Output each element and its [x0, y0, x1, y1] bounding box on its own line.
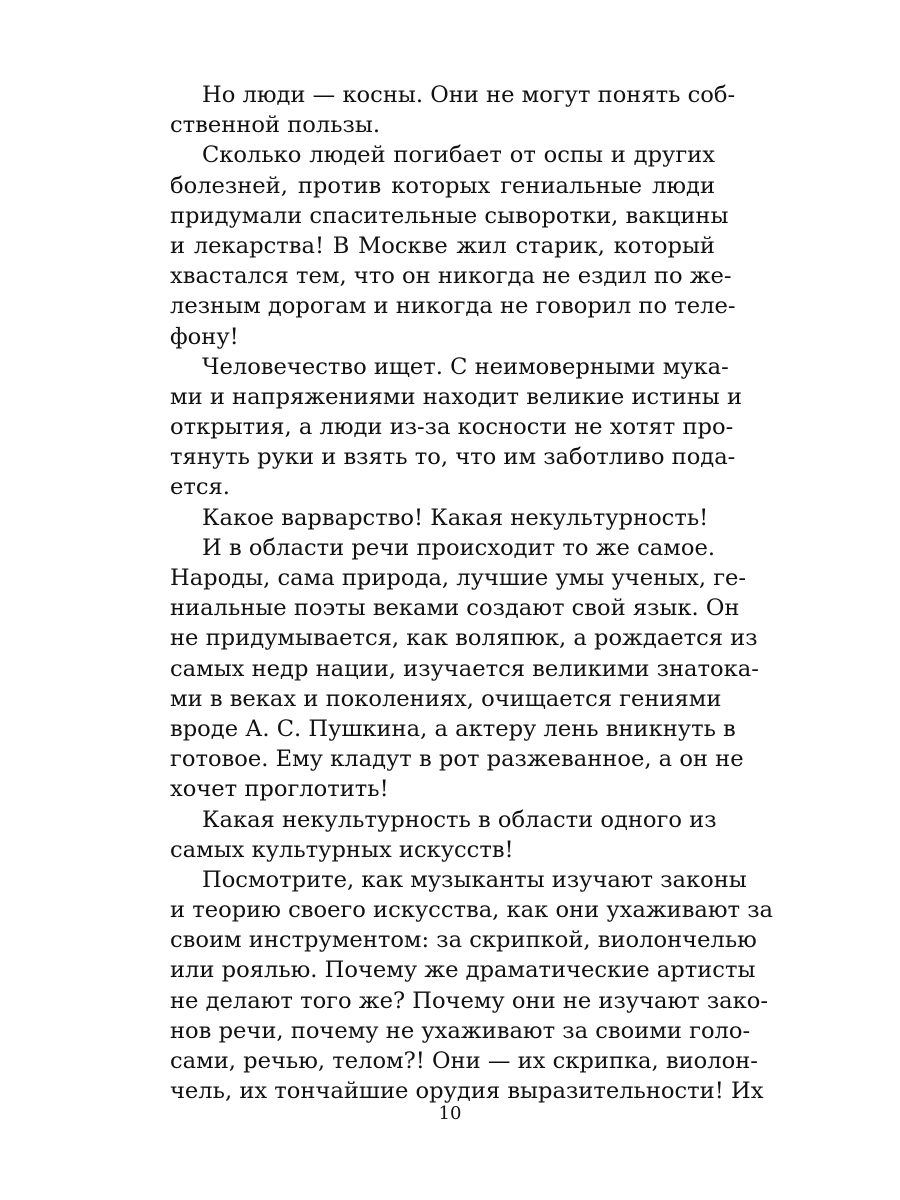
text-line: Сколько людей погибает от оспы и других	[202, 142, 715, 169]
text-line: самых культурных искусств!	[170, 836, 514, 863]
paragraph	[170, 352, 743, 503]
text-line: Посмотрите, как музыканты изучают законы	[202, 866, 747, 893]
text-line: не делают того же? Почему они не изучают зако-	[170, 987, 769, 1014]
text-line: сами, речью, телом?! Они — их скрипка, виолон-	[170, 1048, 758, 1074]
text-line: самых недр нации, изучается великими знатока-	[170, 655, 759, 682]
paragraph	[170, 80, 736, 140]
text-line: Но люди — косны. Они не могут понять соб-	[202, 82, 736, 108]
text-line: и теорию своего искусства, как они ухаживают за	[170, 897, 774, 924]
text-line: готовое. Ему кладут в рот разжеванное, а он не	[170, 746, 744, 773]
text-line: придумали спасительные сыворотки, вакцины	[170, 202, 729, 229]
text-line: Народы, сама природа, лучшие умы ученых, ге-	[170, 565, 747, 591]
page-number: 10	[438, 1103, 462, 1124]
text-line: И в области речи происходит то же самое.	[202, 534, 715, 561]
text-line: Человечество ищет. С неимоверными мука-	[202, 353, 729, 380]
paragraph	[170, 865, 774, 1107]
text-line: ми и напряжениями находит великие истины и	[170, 383, 743, 410]
paragraph	[170, 503, 715, 533]
text-line: ми в веках и поколениях, очищается гениями	[170, 685, 722, 712]
text-line: своим инструментом: за скрипкой, виолончелью	[170, 927, 757, 954]
text-line: чель, их тончайшие орудия выразительности! Их	[170, 1078, 764, 1105]
paragraph	[170, 805, 715, 865]
paragraph	[170, 140, 736, 351]
text-line: не придумывается, как воляпюк, а рождается из	[170, 625, 758, 652]
text-line: ственной пользы.	[170, 112, 381, 139]
text-line: лезным дорогам и никогда не говорил по теле-	[170, 293, 736, 320]
text-line: и лекарства! В Москве жил старик, который	[170, 232, 715, 259]
text-line: Какое варварство! Какая некультурность!	[202, 504, 709, 531]
text-line: ется.	[170, 474, 230, 501]
text-line: тянуть руки и взять то, что им заботливо пода-	[170, 444, 736, 471]
text-line: ниальные поэты веками создают свой язык. Он	[170, 595, 740, 622]
text-line: нов речи, почему не ухаживают за своими голо-	[170, 1017, 751, 1044]
text-line: хвастался тем, что он никогда не ездил по же-	[170, 263, 732, 290]
text-line: хочет проглотить!	[170, 776, 389, 803]
paragraph	[170, 533, 759, 805]
text-line: или роялью. Почему же драматические артисты	[170, 957, 756, 984]
body-text	[170, 80, 774, 1106]
text-line: открытия, а люди из-за косности не хотят про-	[170, 414, 734, 441]
text-line: вроде А. С. Пушкина, а актеру лень вникнуть в	[170, 715, 736, 742]
text-line: болезней, против которых гениальные люди	[170, 172, 715, 199]
text-line: Какая некультурность в области одного из	[202, 806, 717, 833]
text-line: фону!	[170, 323, 239, 350]
